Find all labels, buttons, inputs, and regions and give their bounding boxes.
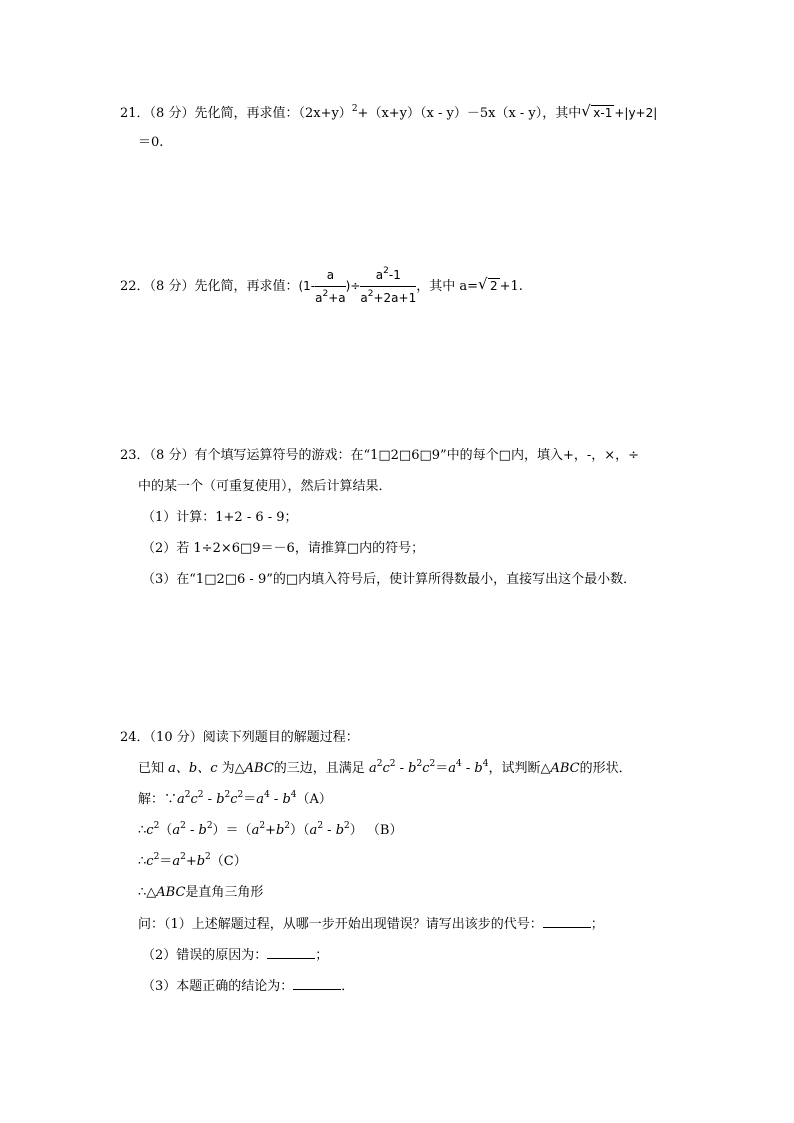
q22-sqrt [478, 277, 500, 296]
q24-q1-text: 问：（1）上述解题过程，从哪一步开始出现错误？请写出该步的代号： [138, 917, 543, 932]
q22-frac1-numerator: a [315, 266, 346, 287]
q22-frac2-denominator [360, 287, 416, 307]
q22-frac2-den-exp: 2 [367, 289, 374, 299]
q23-score: （8 分） [149, 448, 195, 463]
q24-score: （10 分） [149, 730, 203, 745]
q24-q2-text: （2）错误的原因为： [142, 948, 268, 963]
q22-score: （8 分） [149, 279, 195, 294]
q22-frac2-num-base: a [375, 268, 384, 282]
q23-part1: （1）计算：1+2 - 6 - 9； [142, 510, 298, 525]
q21-exponent: 2 [351, 104, 358, 114]
q24-given-judge: ，试判断△ [488, 761, 551, 776]
q24-given-shape: 的形状． [579, 761, 632, 776]
q24-step-b-label: （B） [366, 823, 403, 838]
q23-line1 [120, 447, 639, 465]
q21-tail: +|y+2| [614, 106, 658, 120]
q24-q3-end: ． [341, 979, 355, 994]
therefore-icon: ∴ [138, 823, 147, 838]
q21-line2: ＝0. [138, 135, 164, 150]
q23-part3: （3）在“1□2□6 - 9”的□内填入符号后，使计算所得数最小，直接写出这个最小数． [142, 572, 637, 587]
q22-frac2-den-base: a [360, 291, 368, 305]
q21-sqrt [581, 104, 614, 123]
q24-solution-label: 解：∵ [138, 792, 178, 807]
q22-where: ，其中 a= [416, 279, 478, 294]
q21-radicand: x-1 [593, 106, 613, 120]
q24-solution-step-c: $\therefore c^2=a^2+b^2(C)$ [138, 852, 247, 869]
q22-tail: +1. [499, 279, 523, 294]
q22-frac2-num-rest: -1 [388, 268, 401, 282]
q24-number: 24． [120, 730, 150, 745]
q22-frac2-num-exp: 2 [383, 266, 389, 276]
q24-answer-blank-2[interactable] [267, 946, 315, 959]
q22-open: (1- [298, 279, 316, 293]
q24-question-1 [138, 915, 604, 934]
q24-answer-blank-1[interactable] [543, 915, 591, 928]
q22-frac1-denominator [315, 287, 346, 307]
q24-solution-conclusion: ∴△ABC是直角三角形 [138, 885, 264, 900]
q21-instruction: 先化简，再求值： [194, 106, 299, 121]
q23-line2: 中的某一个（可重复使用），然后计算结果． [138, 479, 392, 494]
q24-given-prefix: 已知 [138, 761, 165, 776]
q21-score: （8 分） [149, 106, 195, 121]
q24-step-a-label: （A） [296, 792, 332, 807]
q24-intro: 阅读下列题目的解题过程： [202, 730, 359, 745]
q24-q1-end: ； [590, 917, 604, 932]
q24-line1 [120, 729, 359, 747]
q24-given-abc: ABC [244, 761, 274, 776]
q22-frac2-numerator [360, 266, 416, 287]
q22-close-divide: )÷ [345, 279, 361, 293]
q24-given-abc-2: ABC [550, 761, 580, 776]
q23-text1: 有个填写运算符号的游戏：在“1□2□6□9”中的每个□内，填入+，-，×，÷ [194, 448, 640, 463]
therefore-icon: ∴ [138, 885, 147, 900]
q22-number: 22． [120, 279, 150, 294]
therefore-icon: ∴ [138, 854, 147, 869]
q22-frac1-den-base: a [315, 291, 323, 305]
radical-sign-icon: √ [478, 275, 488, 293]
q24-solution-step-b: $\therefore c^2(a^2 - b^2)=(a^2+b^2)(a^2 - b^2)$ （B） [138, 821, 403, 838]
radical-sign-icon: √ [581, 102, 591, 120]
q21-line1 [120, 104, 657, 123]
q24-question-3 [142, 977, 354, 996]
q22-fraction-2 [360, 266, 416, 307]
q24-q3-text: （3）本题正确的结论为： [142, 979, 294, 994]
q21-expr1: （2x+y） [298, 106, 352, 121]
q24-step-c-label: （C） [210, 854, 247, 869]
q24-solution-step-a: 解：$\because a^2c^2 - b^2c^2=a^4 - b^4(A)$ [138, 790, 332, 807]
q22-frac1-den-exp: 2 [322, 289, 329, 299]
q24-given: 已知 a、b、c 为△ABC的三边，且满足 $a^2c^2 - b^2c^2=a^4 - b^4$，试判断△ABC的形状． [138, 759, 632, 776]
q21-number: 21． [120, 106, 150, 121]
q22-fraction-1 [315, 266, 346, 307]
q24-answer-blank-3[interactable] [293, 977, 341, 990]
q22-instruction: 先化简，再求值： [194, 279, 299, 294]
q21-expr2: +（x+y）（x - y）－5x（x - y），其中 [357, 106, 582, 121]
q23-number: 23． [120, 448, 150, 463]
q24-given-sides: a、b、c [168, 761, 218, 776]
q23-part2: （2）若 1÷2×6□9＝－6，请推算□内的符号； [142, 541, 425, 556]
q24-q2-end: ； [315, 948, 329, 963]
q24-conclusion-text: 是直角三角形 [185, 885, 264, 900]
q24-given-triangle: 为△ [221, 761, 245, 776]
q22-frac1-den-rest: +a [328, 291, 346, 305]
q24-given-condition: 的三边，且满足 [273, 761, 365, 776]
q22-radicand: 2 [490, 279, 498, 293]
q24-question-2 [142, 946, 328, 965]
q22-frac2-den-rest: +2a+1 [373, 291, 417, 305]
q22-line1 [120, 266, 523, 307]
